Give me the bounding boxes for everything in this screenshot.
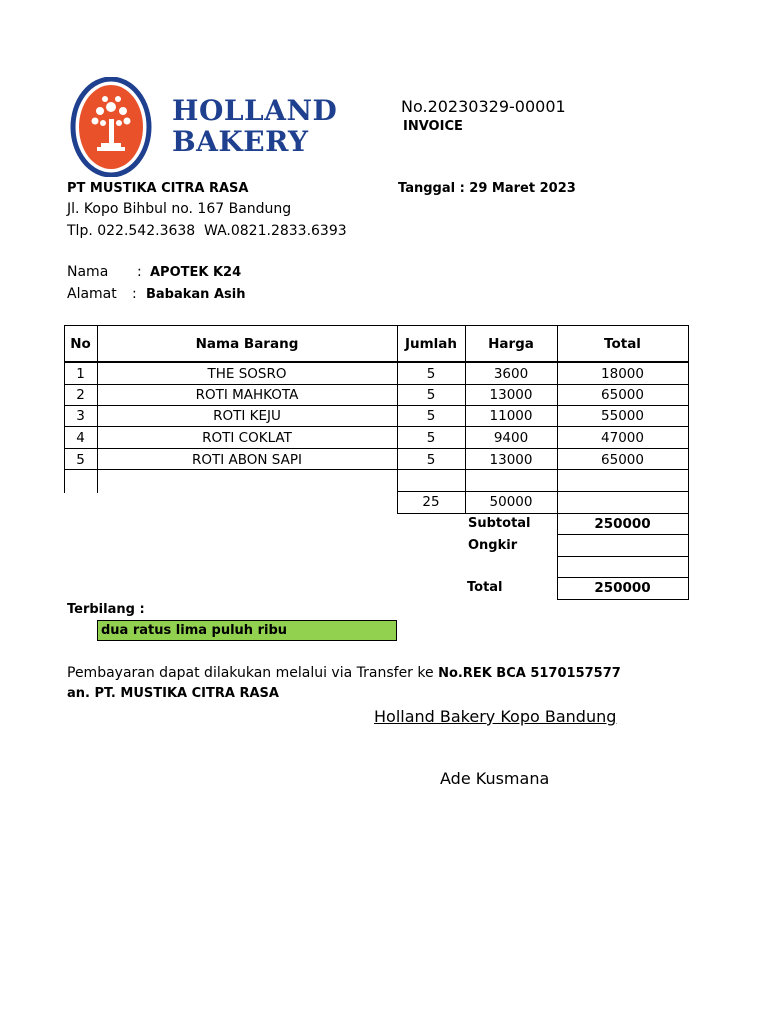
row-1-item: THE SOSRO [207,366,287,382]
row-4-qty: 5 [426,430,436,446]
company-address: Jl. Kopo Bihbul no. 167 Bandung [67,201,292,217]
row-3-no: 3 [76,408,85,424]
payment-line [67,665,621,681]
row-1-qty: 5 [426,366,436,382]
row-5-price: 13000 [489,452,533,468]
terbilang-label: Terbilang : [67,602,145,617]
row-3-item: ROTI KEJU [213,408,281,424]
row-1-price: 3600 [493,366,529,382]
row-2-no: 2 [76,387,85,403]
company-name: PT MUSTIKA CITRA RASA [67,181,249,196]
customer-name-label: Nama [67,264,109,280]
total-label: Total [467,580,503,595]
logo-line-1: HOLLAND [172,94,338,127]
row-2-total: 65000 [601,387,644,403]
logo-badge [67,77,167,177]
row-2-price: 13000 [489,387,533,403]
total-value: 250000 [594,580,651,596]
row-1-total: 18000 [601,366,644,382]
shipping-label: Ongkir [468,538,518,553]
sum-price: 50000 [489,494,533,510]
header-item: Nama Barang [195,336,299,352]
customer-address-label: Alamat [67,286,117,302]
row-5-no: 5 [76,452,85,468]
row-5-item: ROTI ABON SAPI [192,452,302,468]
sum-qty: 25 [422,494,440,510]
invoice-number: No.20230329-00001 [401,97,566,116]
row-4-price: 9400 [493,430,529,446]
header-price: Harga [488,336,534,352]
logo-line-2: BAKERY [172,125,309,158]
row-4-no: 4 [76,430,85,446]
logo-brand-text [172,95,337,157]
payment-text: Pembayaran dapat dilakukan melalui via Transfer ke [67,665,439,681]
row-2-qty: 5 [426,387,436,403]
row-5-qty: 5 [426,452,436,468]
header-no: No [70,336,91,352]
row-3-qty: 5 [426,408,436,424]
customer-address-value: Babakan Asih [146,287,246,302]
row-2-item: ROTI MAHKOTA [195,387,299,403]
header-qty: Jumlah [404,336,458,352]
header-total: Total [604,336,641,352]
customer-address-separator: : [132,286,137,302]
signature-name: Ade Kusmana [440,769,550,788]
terbilang-value: dua ratus lima puluh ribu [101,623,288,638]
invoice-label: INVOICE [403,119,463,134]
row-4-total: 47000 [601,430,644,446]
row-5-total: 65000 [601,452,644,468]
company-whatsapp: WA.0821.2833.6393 [204,223,347,239]
payment-holder: an. PT. MUSTIKA CITRA RASA [67,686,279,701]
subtotal-value: 250000 [594,516,651,532]
customer-name-separator: : [137,264,142,280]
signature-company: Holland Bakery Kopo Bandung [374,707,617,726]
row-3-total: 55000 [601,408,644,424]
customer-name-value: APOTEK K24 [150,265,242,280]
subtotal-label: Subtotal [468,516,531,531]
row-4-item: ROTI COKLAT [202,430,292,446]
company-phone: Tlp. 022.542.3638 [67,223,196,239]
invoice-date: Tanggal : 29 Maret 2023 [398,181,576,196]
row-3-price: 11000 [489,408,533,424]
payment-account: No.REK BCA 5170157577 [438,666,621,681]
row-1-no: 1 [76,366,85,382]
